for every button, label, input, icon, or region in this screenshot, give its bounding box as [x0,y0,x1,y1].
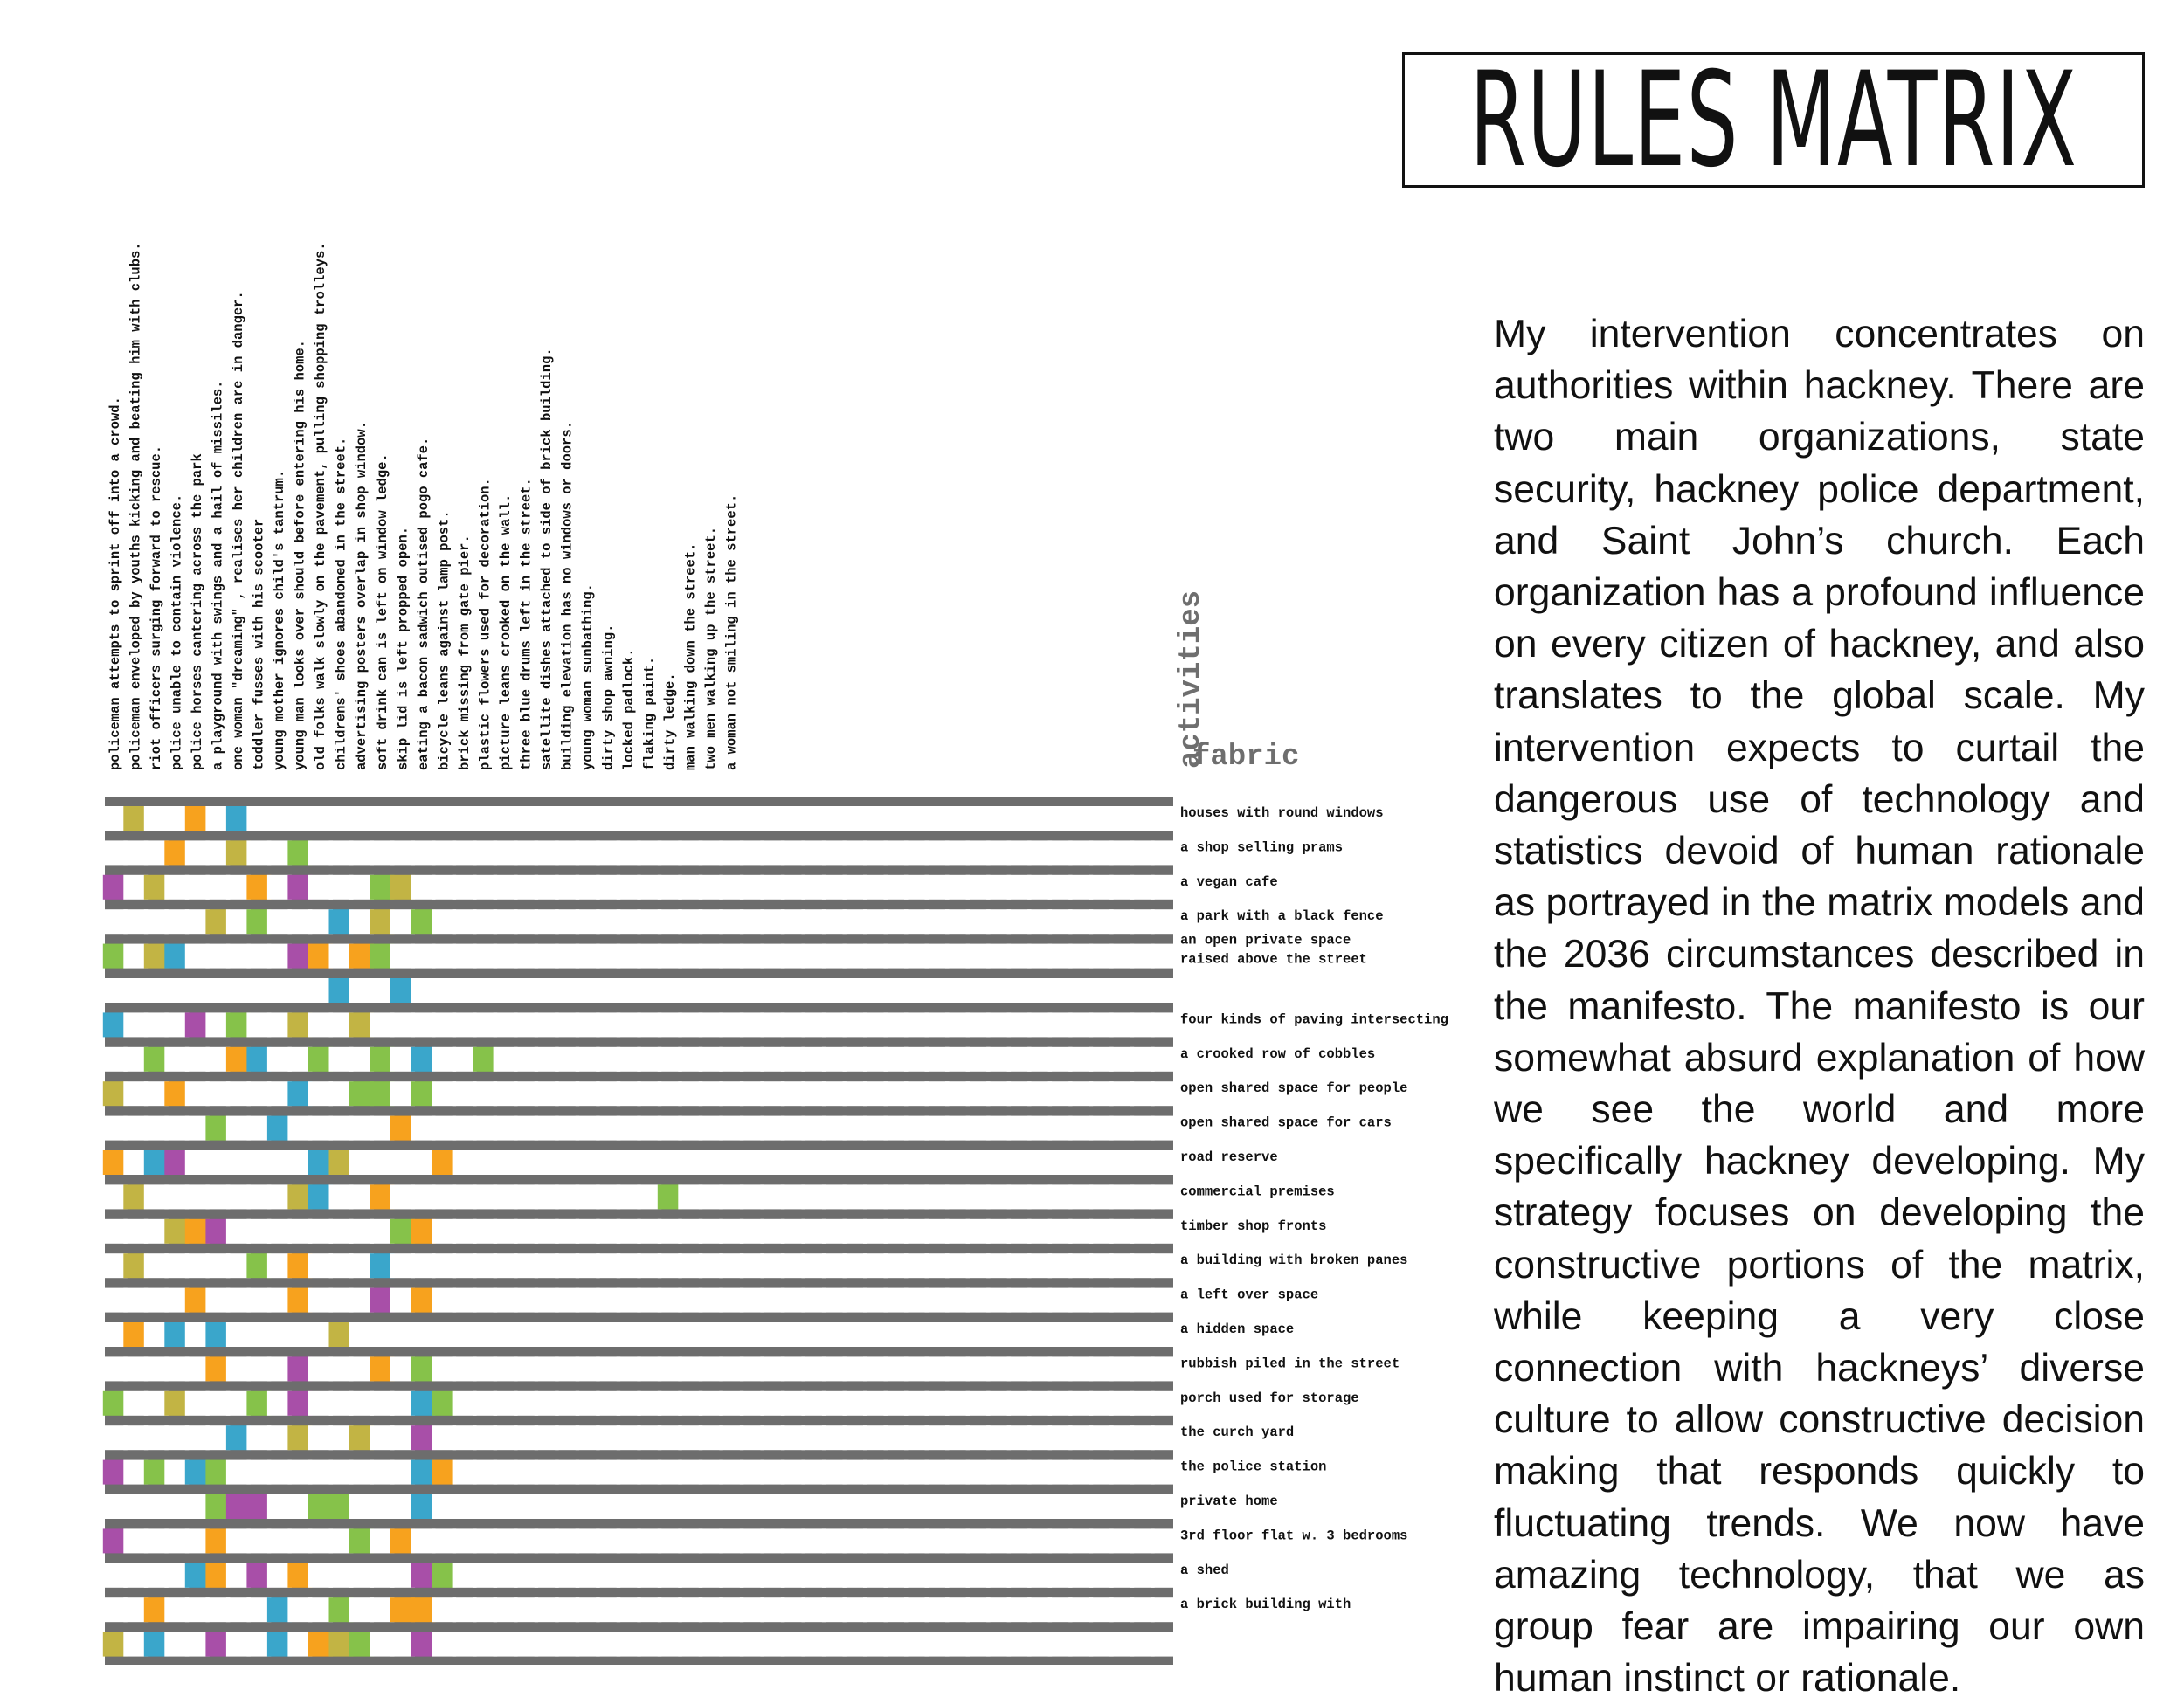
activity-label: building elevation has no windows or doors. [559,421,576,770]
matrix-cell [1151,1081,1175,1106]
activity-label: dirty shop awning. [600,624,617,770]
fabric-label: raised above the street [1180,951,1367,968]
fabric-label: houses with round windows [1180,805,1384,821]
matrix-cell [1151,1528,1175,1553]
fabric-label: open shared space for people [1180,1080,1408,1097]
matrix-cell [1151,944,1175,969]
activity-label: bicycle leans against lamp post. [436,510,453,770]
fabric-label: porch used for storage [1180,1390,1359,1406]
fabric-label: a left over space [1180,1287,1319,1303]
fabric-label: private home [1180,1494,1278,1509]
matrix-cell [1151,875,1175,900]
activity-label: young woman sunbathing. [579,583,596,770]
activity-label: policeman enveloped by youths kicking and beating him with clubs. [128,242,144,770]
matrix-cell [1151,1460,1175,1485]
matrix-cell [1151,1632,1175,1657]
activity-label: police horses cantering across the park [190,453,206,770]
matrix-cell [1151,1184,1175,1209]
activity-labels [107,242,740,770]
activity-label: man walking down the street. [682,542,699,770]
activity-label: advertising posters overlap in shop window. [354,421,370,770]
fabric-label: 3rd floor flat w. 3 bedrooms [1180,1528,1408,1544]
matrix-grid [103,797,1175,1665]
fabric-axis-label: fabric [1192,741,1300,774]
fabric-label: four kinds of paving intersecting [1180,1011,1448,1028]
fabric-label: a hidden space [1180,1321,1295,1337]
activity-label: flaking paint. [641,656,658,770]
activity-label: skip lid is left propped open. [395,526,411,770]
activity-label: picture leans crooked on the wall. [497,493,514,770]
matrix-cell [1151,1012,1175,1037]
activity-label: childrens' shoes abandoned in the street. [333,437,349,770]
matrix-cell [1151,1288,1175,1313]
fabric-label: a shed [1180,1562,1229,1578]
activity-label: old folks walk slowly on the pavement, pulling shopping trolleys. [313,242,329,770]
fabric-label: an open private space [1180,932,1351,949]
activity-label: two men walking up the street. [703,526,720,770]
activity-label: young man looks over should before entering his home. [292,340,308,770]
matrix-cell [1151,1047,1175,1072]
activity-label: one woman "dreaming" , realises her children are in danger. [231,291,247,770]
fabric-label: open shared space for cars [1180,1114,1392,1131]
fabric-label: a building with broken panes [1180,1252,1408,1269]
matrix-cell [1151,978,1175,1003]
fabric-label: a park with a black fence [1180,908,1384,925]
matrix-cell [1151,909,1175,934]
matrix-cell [1151,1116,1175,1141]
fabric-label: road reserve [1180,1149,1278,1165]
activities-axis-label: activities [1175,590,1208,769]
activity-label: a woman not smiling in the street. [723,493,740,770]
matrix-cell [1151,1150,1175,1175]
activity-label: satellite dishes attached to side of brick building. [538,348,555,770]
activity-label: locked padlock. [621,648,637,770]
matrix-cell [1151,1563,1175,1588]
fabric-label: the police station [1180,1459,1327,1475]
fabric-label: commercial premises [1180,1183,1335,1200]
matrix-cell [1151,1219,1175,1244]
matrix-cell [1151,1597,1175,1622]
matrix-cell [1151,1425,1175,1450]
activity-label: eating a bacon sadwich outised pogo cafe. [415,437,432,770]
matrix-cell [1151,1391,1175,1416]
matrix-cell [1151,1356,1175,1381]
activity-label: brick missing from gate pier. [456,535,473,770]
matrix-cell [1151,1253,1175,1278]
activity-label: young mother ignores child's tantrum. [272,469,288,770]
matrix-cell [1151,1494,1175,1519]
activity-label: toddler fusses with his scooter [251,518,267,770]
activity-label: a playground with swings and a hail of missiles. [210,380,226,770]
activity-label: soft drink can is left on window ledge. [374,453,390,770]
fabric-label: a brick building with [1180,1597,1351,1613]
activity-label: dirty ledge. [662,673,678,770]
matrix-cell [1151,1322,1175,1347]
fabric-label: a shop selling prams [1180,839,1344,856]
fabric-labels [1180,805,1448,1612]
fabric-label: rubbish piled in the street [1180,1356,1400,1372]
activity-label: three blue drums left in the street. [518,478,535,770]
fabric-label: a vegan cafe [1180,873,1278,890]
fabric-label: the curch yard [1180,1425,1295,1441]
activity-label: police unable to contain violence. [169,493,185,770]
activity-label: plastic flowers used for decoration. [477,478,494,770]
fabric-label: timber shop fronts [1180,1218,1327,1234]
fabric-label: a crooked row of cobbles [1180,1045,1376,1062]
activity-label: riot officers surging forward to rescue. [149,445,164,770]
activity-label: policeman attempts to sprint off into a crowd. [107,397,123,770]
page-title: RULES MATRIX [1469,52,2077,188]
body-paragraph: My intervention concentrates on authorities within hackney. There are two main organizations, state security, hackney police department, and Saint John’s church. Each organization has a profound influence on every citizen of hackney, and also translates to the global scale. My intervention expects to curtail the dangerous use of technology and statistics devoid of human rationale as portrayed in the matrix models and the 2036 circumstances described in the manifesto. The manifesto is our somewhat absurd explanation of how we see the world and more specifically hackney developing. My strategy focuses on developing the constructive portions of the matrix, while keeping a very close connection with hackneys’ diverse culture to allow constructive decision making that responds quickly to fluctuating trends. We now have amazing technology, that we as group fear are impairing our own human instinct or rationale. [1494,313,2145,1701]
matrix-cell [1151,806,1175,831]
matrix-cell [1151,840,1175,865]
